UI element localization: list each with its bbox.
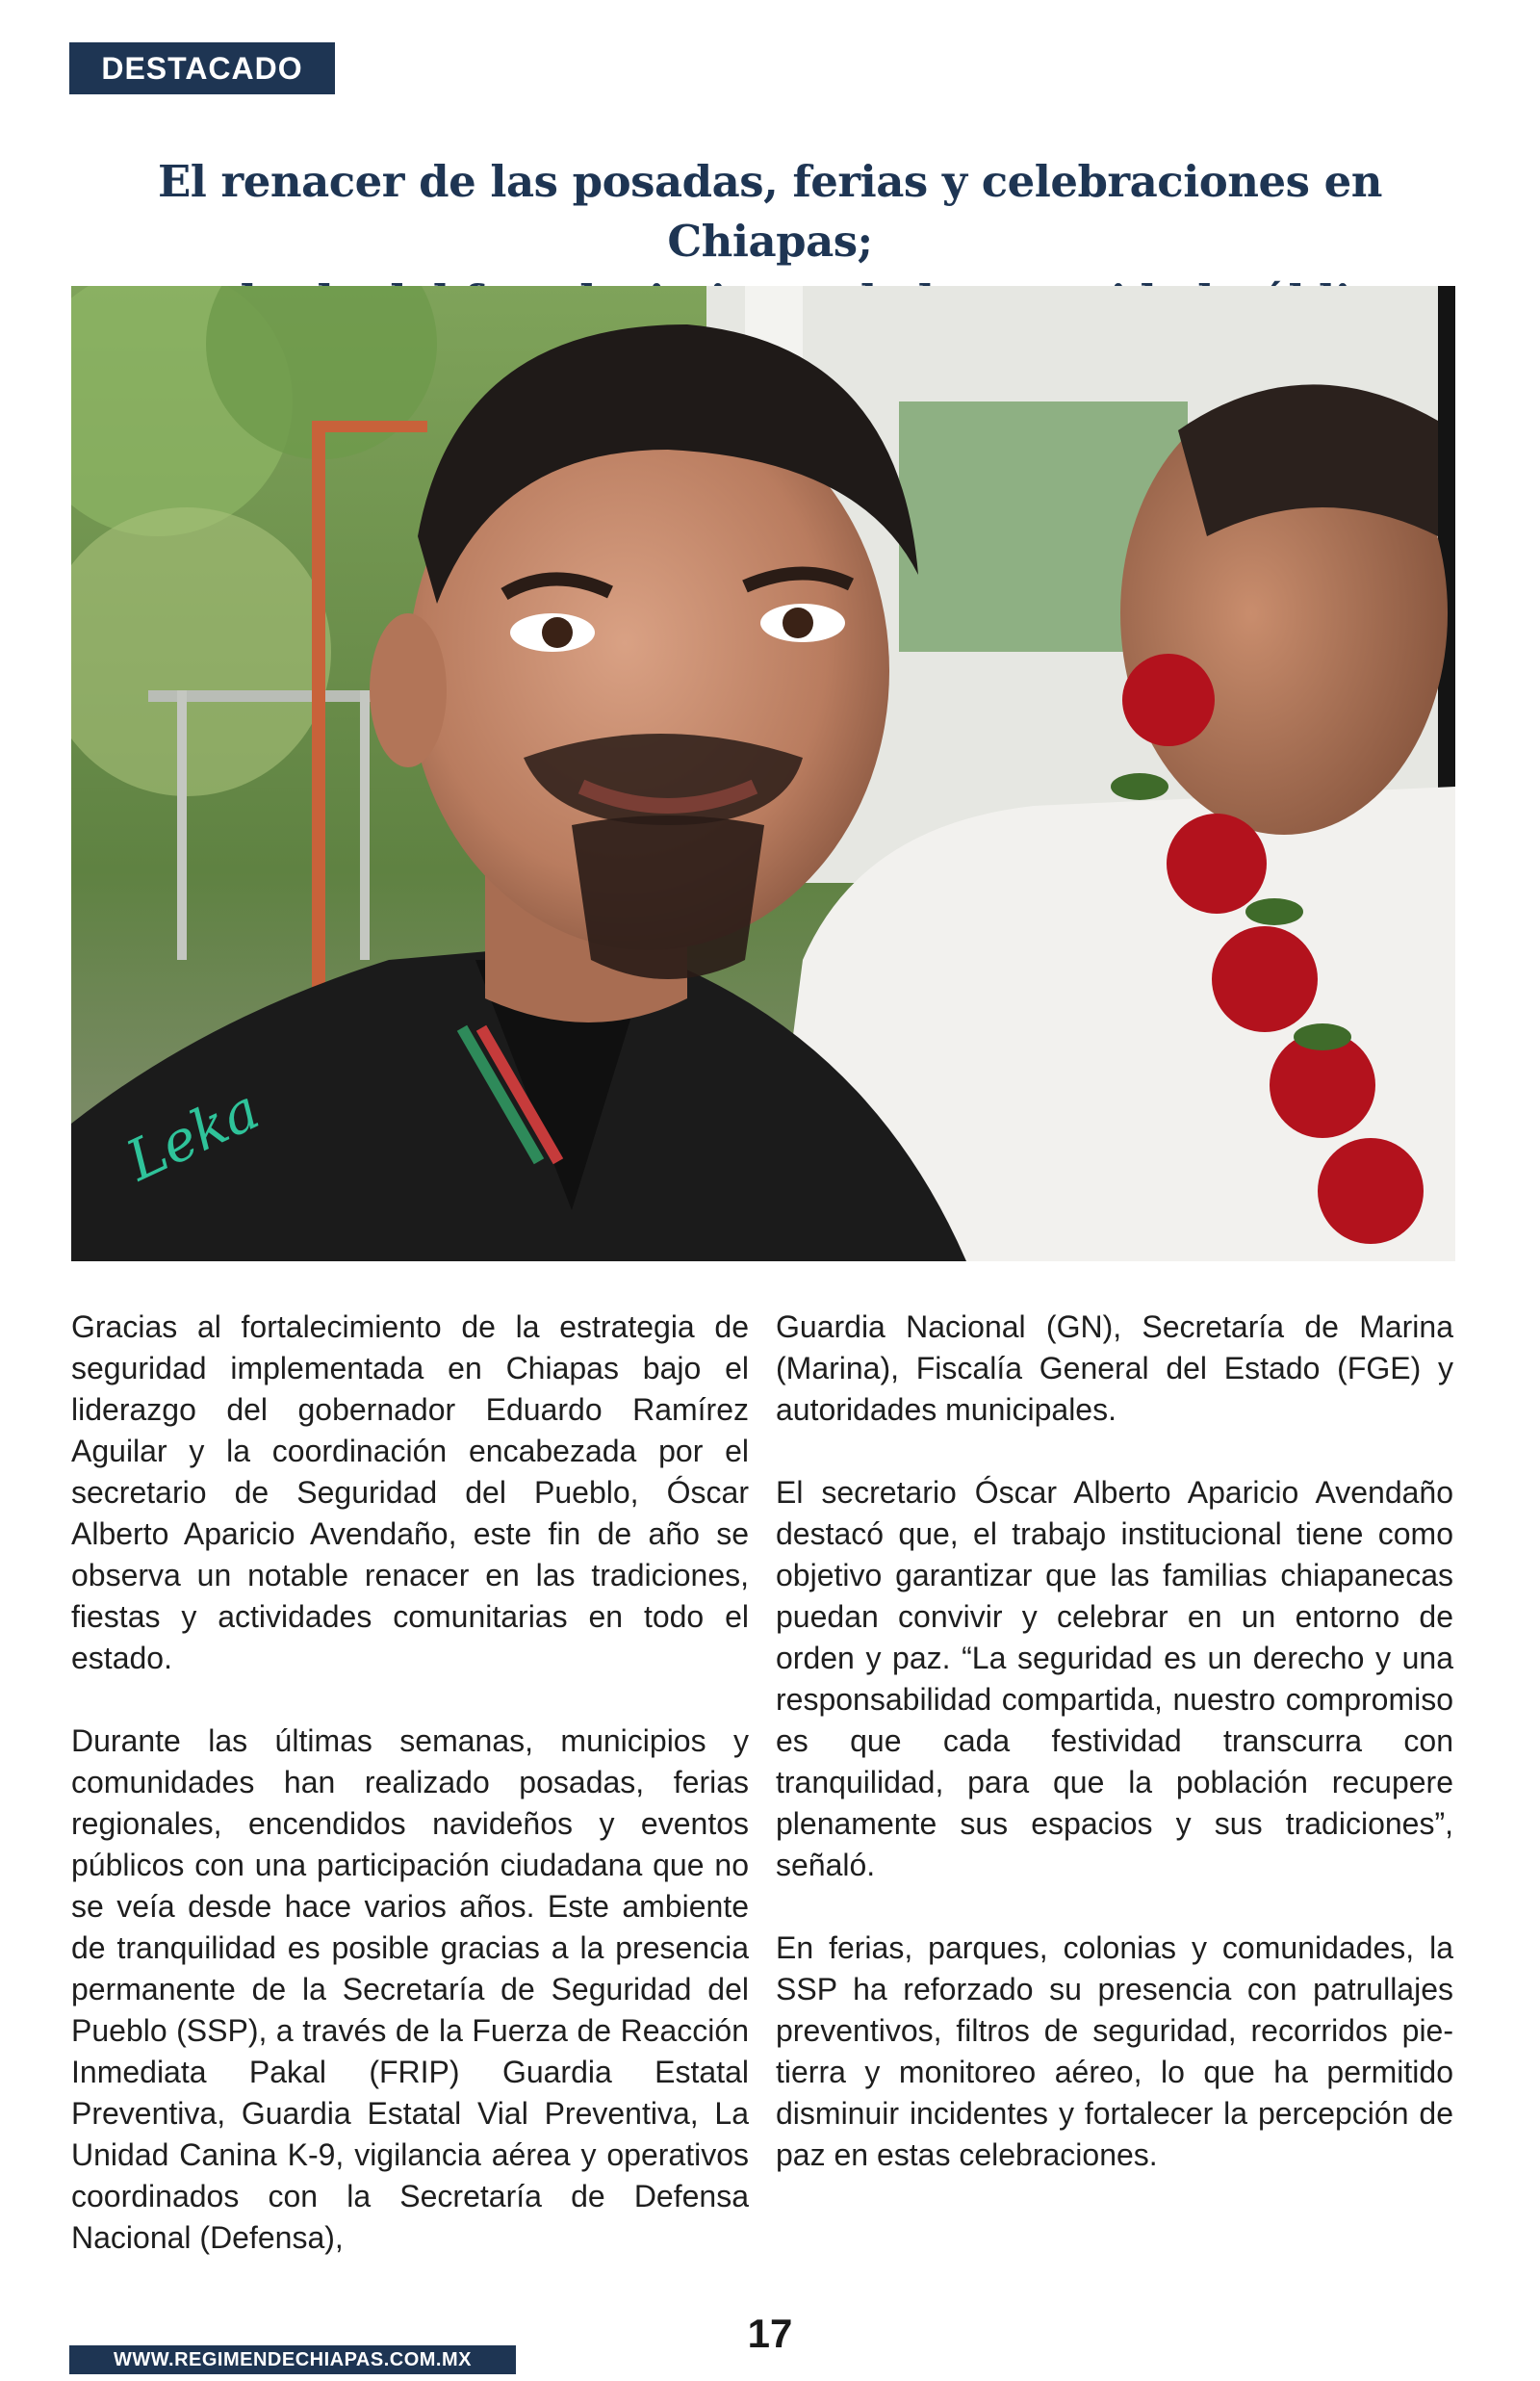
section-tag: DESTACADO (69, 42, 335, 94)
paragraph: En ferias, parques, colonias y comunidades, la SSP ha reforzado su presencia con patrullajes preventivos, filtros de seguridad, recorridos pie-tierra y monitoreo aéreo, lo que ha permitido disminuir incidentes y fortalecer la percepción de paz en estas celebraciones. (776, 1930, 1453, 2172)
paragraph: El secretario Óscar Alberto Aparicio Avendaño destacó que, el trabajo institucional tiene como objetivo garantizar que las familias chiapanecas puedan convivir y celebrar en un entorno de orden y paz. “La seguridad es un derecho y una responsabilidad compartida, nuestro compromiso es que cada festividad transcurra con tranquilidad, para que la población recupere plenamente sus espacios y sus tradiciones”, señaló. (776, 1475, 1453, 1882)
paragraph: Guardia Nacional (GN), Secretaría de Marina (Marina), Fiscalía General del Estado (FGE) y autoridades municipales. (776, 1309, 1453, 1427)
page-number: 17 (747, 2311, 793, 2356)
article-photo (71, 286, 1455, 1261)
paragraph: Durante las últimas semanas, municipios y comunidades han realizado posadas, ferias regionales, encendidos navideños y eventos públicos con una participación ciudadana que no se veía desde hace varios años. Este ambiente de tranquilidad es posible gracias a la presencia permanente de la Secretaría de Seguridad del Pueblo (SSP), a través de la Fuerza de Reacción Inmediata Pakal (FRIP) Guardia Estatal Preventiva, Guardia Estatal Vial Preventiva, La Unidad Canina K-9, vigilancia aérea y operativos coordinados con la Secretaría de Defensa Nacional (Defensa), (71, 1723, 749, 2255)
body-column-right (776, 1307, 1453, 2217)
shirt-embroidery-text: Leka (116, 1075, 270, 1194)
paragraph: Gracias al fortalecimiento de la estrategia de seguridad implementada en Chiapas bajo el liderazgo del gobernador Eduardo Ramírez Aguilar y la coordinación encabezada por el secretario de Seguridad del Pueblo, Óscar Alberto Aparicio Avendaño, este fin de año se observa un notable renacer en las tradiciones, fiestas y actividades comunitarias en todo el estado. (71, 1309, 749, 1675)
headline-line-1: El renacer de las posadas, ferias y celebraciones en Chiapas; (157, 156, 1382, 268)
body-column-left (71, 1307, 749, 2300)
footer-website: WWW.REGIMENDECHIAPAS.COM.MX (69, 2345, 516, 2374)
